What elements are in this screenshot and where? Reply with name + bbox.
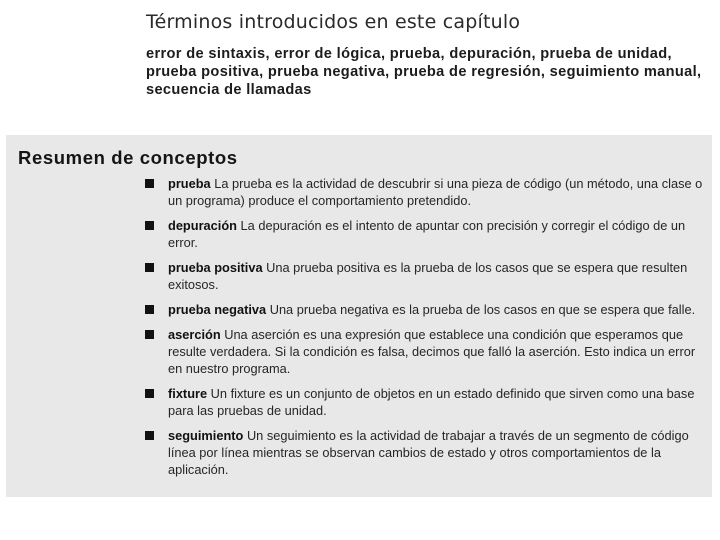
terms-heading: Términos introducidos en este capítulo	[146, 11, 521, 33]
concept-term: prueba negativa	[168, 302, 267, 317]
summary-heading: Resumen de conceptos	[18, 147, 238, 168]
concept-summary-panel	[6, 135, 712, 497]
concept-item-prueba	[144, 175, 706, 209]
concept-definition: La prueba es la actividad de descubrir si una pieza de código (un método, una clase o un programa) produce el comportamiento pretendido.	[168, 176, 703, 208]
concept-item-seguimiento	[144, 427, 706, 478]
concept-item-fixture	[144, 385, 706, 419]
concept-definition: Una aserción es una expresión que establece una condición que esperamos que resulte verdadera. Si la condición es falsa, decimos que falló la aserción. Esto indica un error en nuestro programa.	[168, 327, 696, 376]
concept-definition: La depuración es el intento de apuntar con precisión y corregir el código de un error.	[168, 218, 686, 250]
square-bullet-icon	[145, 221, 154, 230]
concept-definition: Un fixture es un conjunto de objetos en un estado definido que sirven como una base para las pruebas de unidad.	[168, 386, 695, 418]
concept-item-prueba-positiva	[144, 259, 706, 293]
concept-term: seguimiento	[168, 428, 244, 443]
square-bullet-icon	[145, 263, 154, 272]
concept-definition: Una prueba negativa es la prueba de los casos en que se espera que falle.	[269, 302, 696, 317]
concept-term: prueba positiva	[168, 260, 263, 275]
concept-definition: Una prueba positiva es la prueba de los casos que se espera que resulten exitosos.	[168, 260, 688, 292]
concept-term: depuración	[168, 218, 237, 233]
concept-item-asercion	[144, 326, 706, 377]
square-bullet-icon	[145, 330, 154, 339]
concept-definition: Un seguimiento es la actividad de trabajar a través de un segmento de código línea por línea mientras se observan cambios de estado y otros comportamientos de la aplicación.	[168, 428, 689, 477]
terms-section	[146, 10, 711, 99]
square-bullet-icon	[145, 179, 154, 188]
concept-list	[144, 175, 706, 486]
square-bullet-icon	[145, 389, 154, 398]
concept-term: prueba	[168, 176, 211, 191]
square-bullet-icon	[145, 305, 154, 314]
terms-list: error de sintaxis, error de lógica, prueba, depuración, prueba de unidad, prueba positiva, prueba negativa, prueba de regresión, seguimiento manual, secuencia de llamadas	[146, 46, 702, 98]
concept-item-prueba-negativa	[144, 301, 706, 318]
concept-item-depuracion	[144, 217, 706, 251]
concept-term: fixture	[168, 386, 208, 401]
concept-term: aserción	[168, 327, 221, 342]
square-bullet-icon	[145, 431, 154, 440]
